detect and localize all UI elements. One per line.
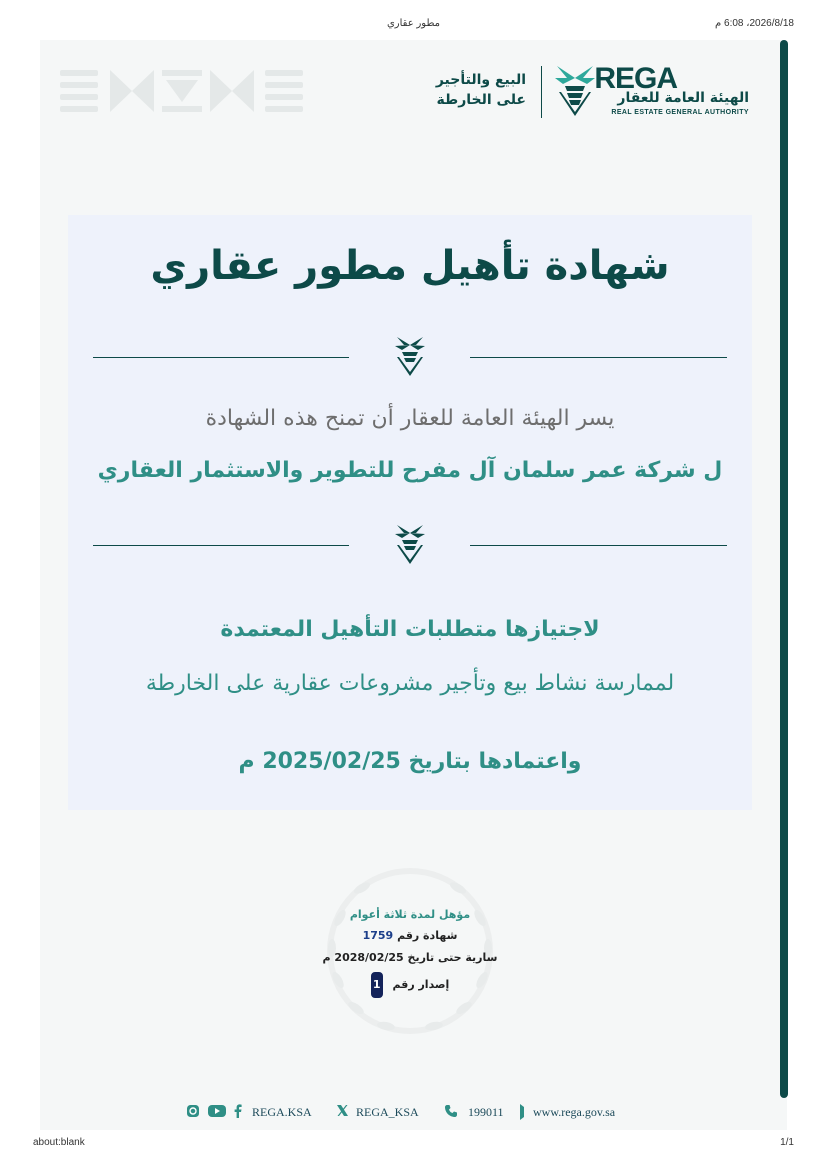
program-name [436,70,526,110]
rega-logo [414,62,749,122]
contact-footer [40,1100,787,1126]
seal-cert-label: شهادة رقم [397,929,458,942]
rega-name-en: REGA [594,62,677,95]
rega-subtitle: REAL ESTATE GENERAL AUTHORITY [611,109,749,116]
print-title: مطور عقاري [386,18,441,29]
divider-line-right [470,357,727,358]
intro-text: يسر الهيئة العامة للعقار أن تمنح هذه الشهادة [205,406,615,431]
program-name-line-2: على الخارطة [436,92,526,108]
rega-wordmark [594,62,749,122]
print-header [0,18,827,34]
phone-icon[interactable] [444,1104,458,1118]
seal-validity: مؤهل لمدة ثلاثة أعوام [349,908,471,921]
side-accent-bar [780,40,788,1098]
activity-text: لممارسة نشاط بيع وتأجير مشروعات عقارية على الخارطة [145,671,675,696]
seal-valid-until: سارية حتى تاريخ 2028/02/25 م [322,951,498,964]
website-link[interactable]: www.rega.gov.sa [533,1105,616,1119]
seal-cert-number [310,929,510,942]
print-datetime: 2026/8/18، 6:08 م [715,18,794,29]
certificate-card [68,215,752,810]
palm-ornament-icon [393,335,427,379]
social-handle-1[interactable]: REGA.KSA [252,1105,312,1119]
company-name: ل شركة عمر سلمان آل مفرح للتطوير والاستثمار العقاري [97,458,723,483]
program-name-line-1: البيع والتأجير [435,72,526,88]
seal-issue [310,972,510,998]
certificate-title: شهادة تأهيل مطور عقاري [150,243,670,289]
palm-ornament-icon [393,523,427,567]
phone-number[interactable]: 199011 [468,1105,504,1119]
rega-palm-icon [553,62,597,120]
seal-issue-number: 1 [371,972,383,998]
x-twitter-icon[interactable] [336,1104,349,1117]
seal-issue-label: إصدار رقم [392,978,450,991]
facebook-icon[interactable] [234,1104,242,1118]
print-url: about:blank [33,1137,85,1148]
rega-name-ar: الهيئة العامة للعقار [617,90,749,106]
approval-date: واعتمادها بتاريخ 2025/02/25 م [238,749,582,774]
youtube-icon[interactable] [208,1104,226,1118]
divider-line-right-2 [470,545,727,546]
decorative-pattern-icon [60,68,305,114]
social-handle-2[interactable]: REGA_KSA [356,1105,419,1119]
logo-divider [541,66,542,118]
web-icon [519,1104,525,1120]
requirements-text: لاجتيازها متطلبات التأهيل المعتمدة [220,617,600,642]
divider-line-left-2 [93,545,349,546]
seal-cert-number-value: 1759 [362,929,394,942]
print-page-number: 1/1 [780,1137,794,1148]
instagram-icon[interactable] [186,1104,200,1118]
divider-line-left [93,357,349,358]
